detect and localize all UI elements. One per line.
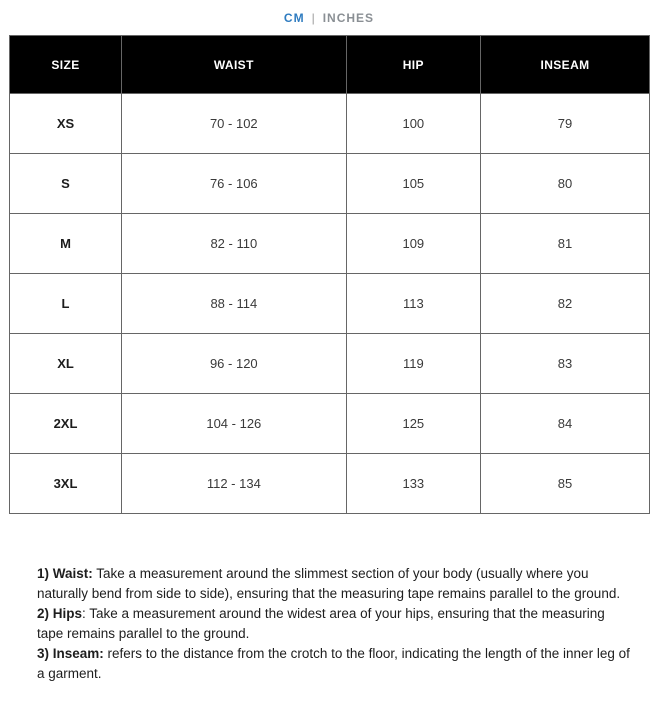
column-header-hip: HIP (346, 36, 480, 94)
header-row (10, 36, 650, 94)
table-row (10, 454, 650, 514)
size-cell: S (10, 154, 122, 214)
unit-cm-tab[interactable]: CM (283, 11, 305, 25)
hip-cell: 119 (346, 334, 480, 394)
measurement-notes (37, 564, 630, 684)
waist-cell: 82 - 110 (122, 214, 347, 274)
hip-cell: 100 (346, 94, 480, 154)
inseam-cell: 81 (481, 214, 650, 274)
hip-cell: 113 (346, 274, 480, 334)
size-chart-table (9, 35, 650, 514)
note-text: : Take a measurement around the widest area of your hips, ensuring that the measuring tape remains parallel to the ground. (37, 606, 605, 641)
waist-cell: 96 - 120 (122, 334, 347, 394)
note-label: 2) Hips (37, 606, 83, 621)
waist-cell: 104 - 126 (122, 394, 347, 454)
note-label: 1) Waist: (37, 566, 93, 581)
waist-cell: 70 - 102 (122, 94, 347, 154)
unit-toggle (0, 0, 658, 25)
note-text: Take a measurement around the slimmest section of your body (usually where you naturally bend from side to side), ensuring that the measuring tape remains parallel to the ground. (37, 566, 621, 601)
column-header-size: SIZE (10, 36, 122, 94)
inseam-cell: 84 (481, 394, 650, 454)
size-cell: XS (10, 94, 122, 154)
size-cell: L (10, 274, 122, 334)
hip-cell: 133 (346, 454, 480, 514)
size-cell: XL (10, 334, 122, 394)
hip-cell: 109 (346, 214, 480, 274)
size-cell: M (10, 214, 122, 274)
table-row (10, 334, 650, 394)
table-row (10, 214, 650, 274)
unit-inches-tab[interactable]: INCHES (322, 11, 375, 25)
table-row (10, 154, 650, 214)
column-header-inseam: INSEAM (481, 36, 650, 94)
table-row (10, 94, 650, 154)
waist-cell: 112 - 134 (122, 454, 347, 514)
note-label: 3) Inseam: (37, 646, 104, 661)
hip-cell: 125 (346, 394, 480, 454)
measurement-note (37, 604, 630, 644)
table-row (10, 274, 650, 334)
size-cell: 3XL (10, 454, 122, 514)
inseam-cell: 83 (481, 334, 650, 394)
inseam-cell: 80 (481, 154, 650, 214)
table-row (10, 394, 650, 454)
inseam-cell: 85 (481, 454, 650, 514)
column-header-waist: WAIST (122, 36, 347, 94)
inseam-cell: 79 (481, 94, 650, 154)
unit-separator: | (311, 11, 316, 25)
measurement-note (37, 564, 630, 604)
inseam-cell: 82 (481, 274, 650, 334)
waist-cell: 88 - 114 (122, 274, 347, 334)
note-text: refers to the distance from the crotch to the floor, indicating the length of the inner leg of a garment. (37, 646, 630, 681)
hip-cell: 105 (346, 154, 480, 214)
size-cell: 2XL (10, 394, 122, 454)
measurement-note (37, 644, 630, 684)
waist-cell: 76 - 106 (122, 154, 347, 214)
